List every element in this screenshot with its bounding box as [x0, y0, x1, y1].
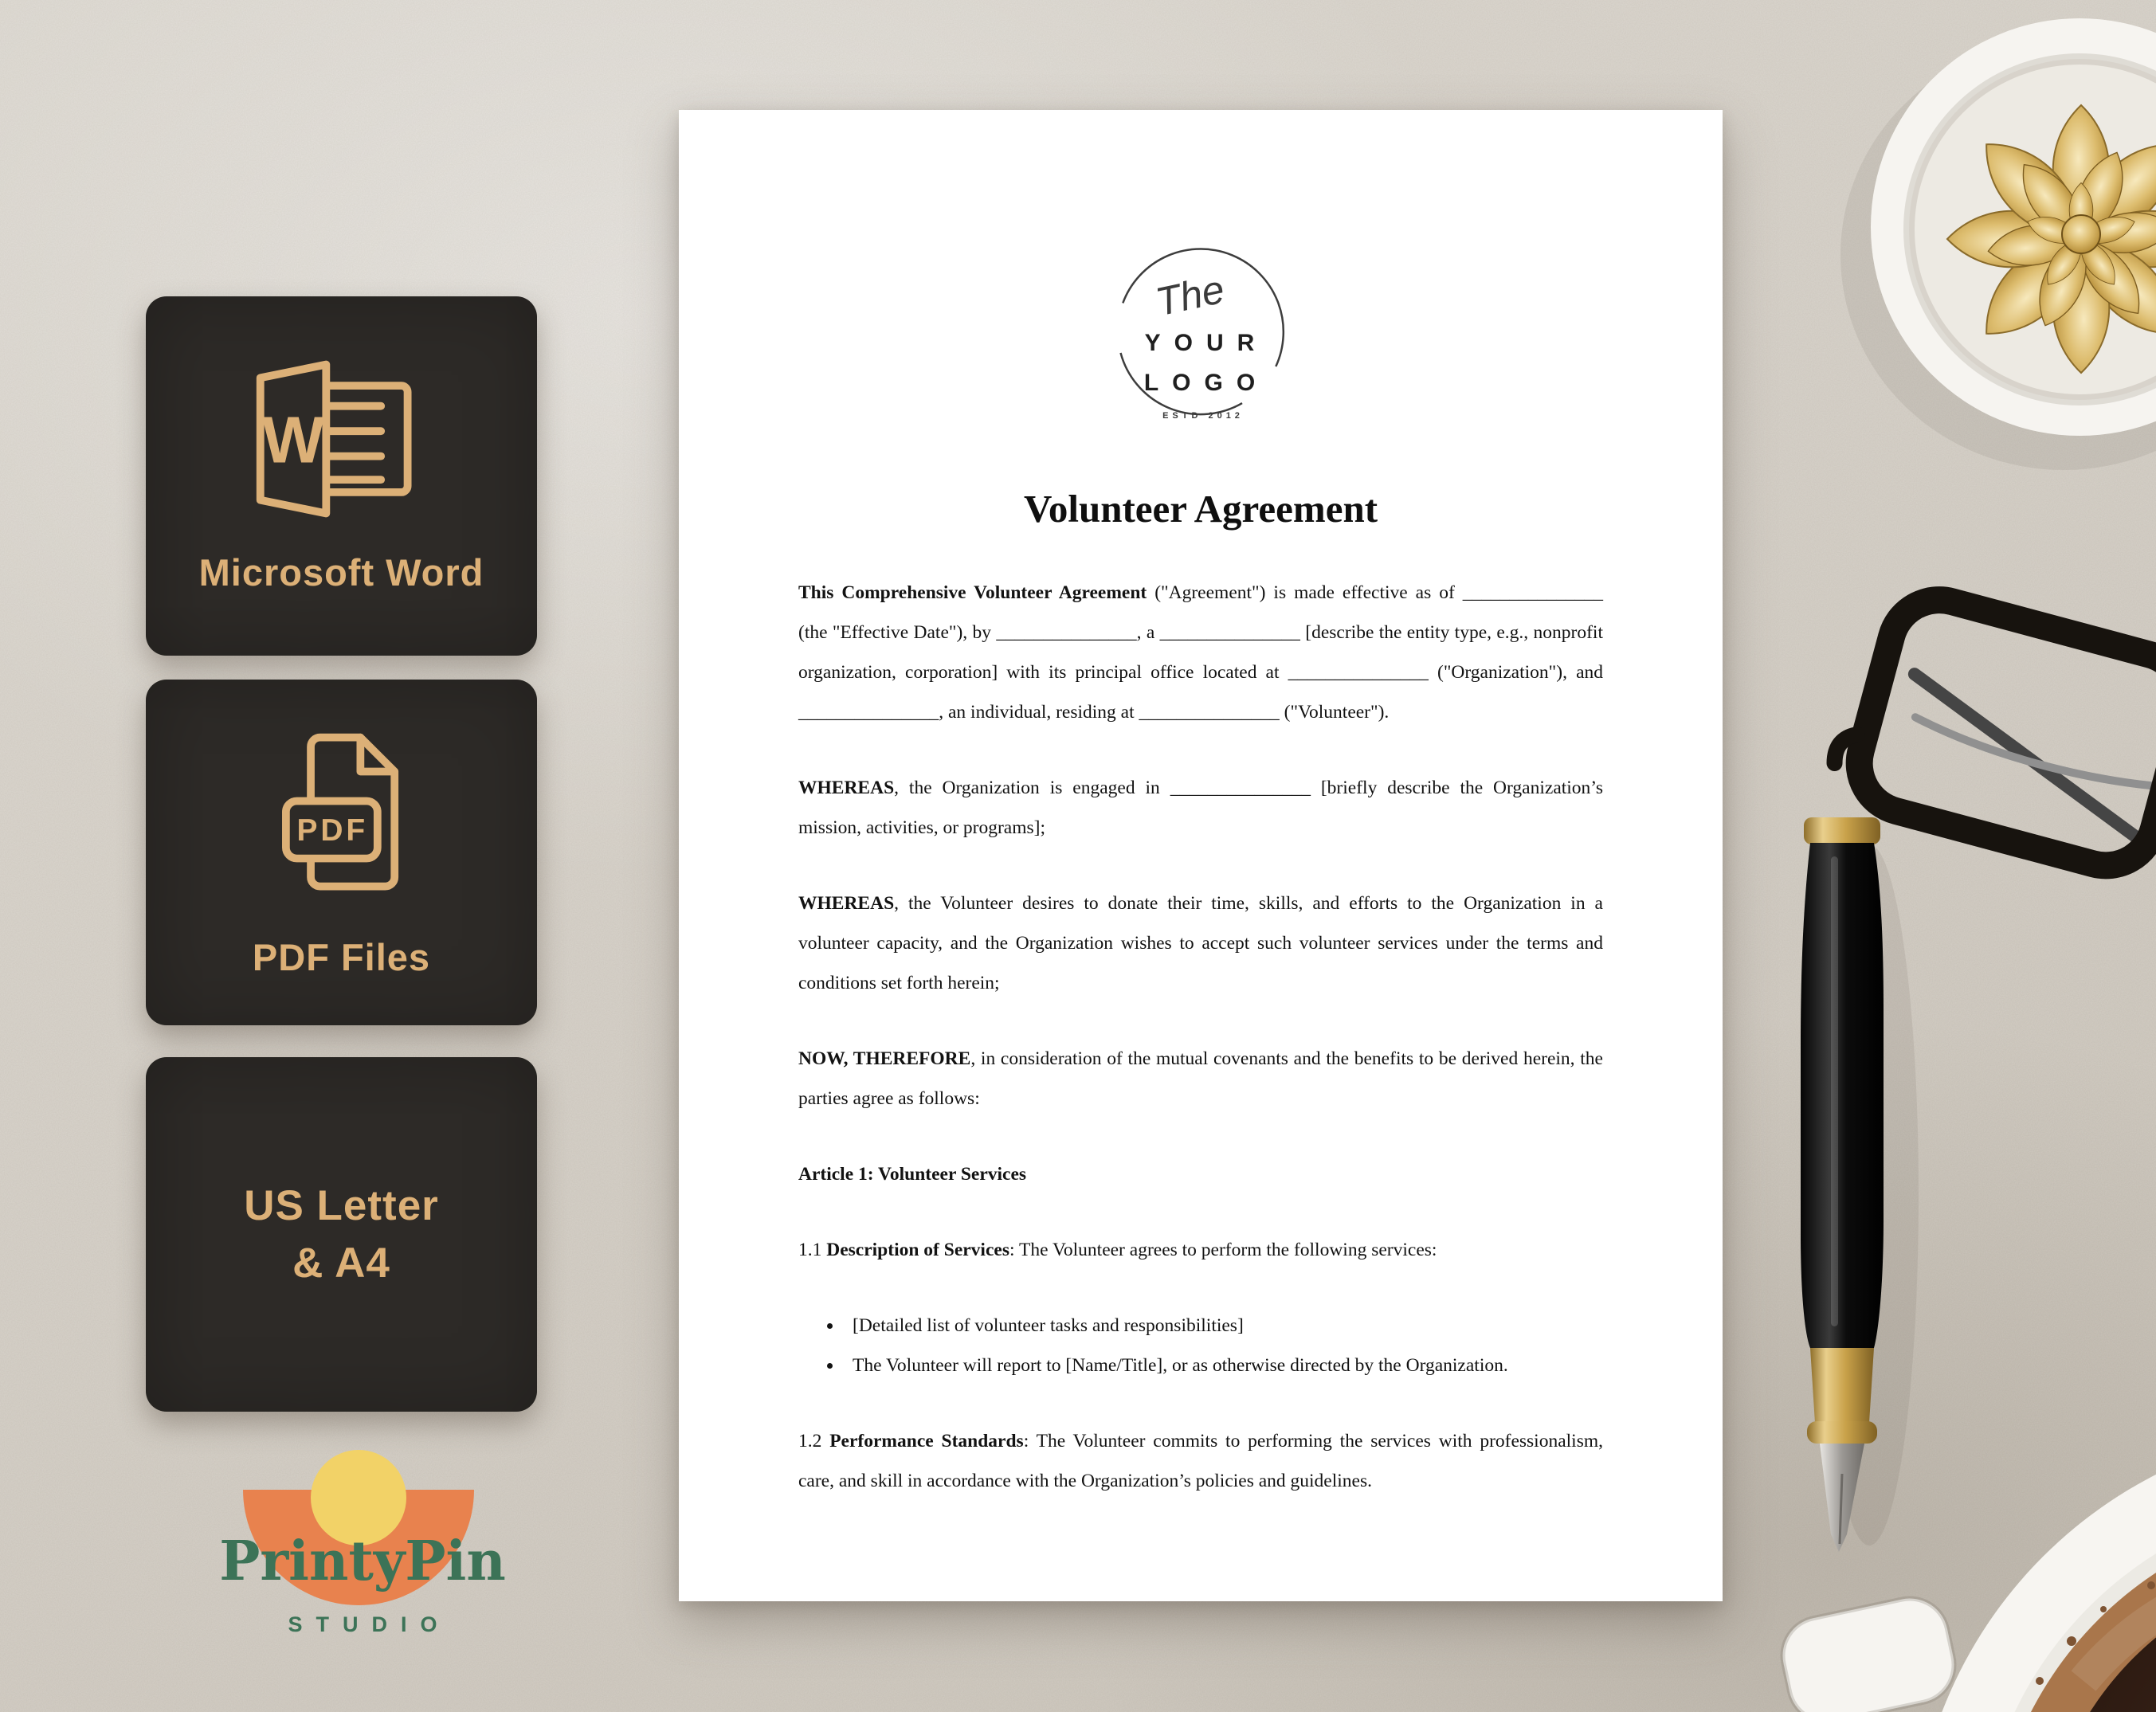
eyeglasses	[1823, 582, 2156, 978]
doc-bullet	[843, 1346, 1603, 1385]
doc-text-bold: NOW, THEREFORE	[798, 1048, 971, 1069]
doc-text: ("Agreement") is made effective as of _______________ (the "Effective Date"), by _______________, a _______________ [describe the entity type, e.g., nonprofit organization, corporation] with its principal office located at _______________ ("Organization"), and _______________, an individual, residing at _______________ ("Volunteer").	[798, 582, 1603, 723]
word-icon	[248, 358, 436, 520]
printypin-logo	[199, 1448, 526, 1671]
doc-text: , the Organization is engaged in _______________ [briefly describe the Organization’s mission, activities, or programs];	[798, 778, 1603, 838]
pdf-badge-label: PDF Files	[252, 935, 431, 978]
doc-text: : The Volunteer agrees to perform the following services:	[1009, 1240, 1437, 1260]
doc-text: 1.1	[798, 1240, 827, 1260]
fountain-pen	[1801, 817, 1919, 1552]
doc-paragraph	[798, 573, 1603, 732]
gold-flower-dish	[1840, 18, 2156, 470]
paper-size-line1: US Letter	[244, 1181, 439, 1229]
doc-paragraph	[798, 1039, 1603, 1118]
doc-bullet	[843, 1306, 1603, 1346]
printypin-name: PrintyPin	[219, 1530, 506, 1593]
doc-text-bold: WHEREAS	[798, 778, 895, 798]
doc-paragraph	[798, 1230, 1603, 1270]
doc-text: , the Volunteer desires to donate their time, skills, and efforts to the Organization in a volunteer capacity, and the Organization wishes to accept such volunteer services under the terms and conditions set forth herein;	[798, 893, 1603, 993]
gold-flower-icon	[1947, 105, 2156, 373]
paper-size-badge	[146, 1057, 537, 1412]
doc-text: : The Volunteer commits to performing the services with professionalism, care, and skill in accordance with the Organization’s policies and guidelines.	[798, 1431, 1604, 1491]
doc-paragraph	[798, 1421, 1603, 1501]
company-logo	[1069, 237, 1332, 437]
paper-size-label	[244, 1177, 439, 1292]
doc-text: The Volunteer will report to [Name/Title], or as otherwise directed by the Organization.	[853, 1355, 1508, 1376]
doc-text-bold: WHEREAS	[798, 893, 895, 914]
doc-text: [Detailed list of volunteer tasks and responsibilities]	[853, 1315, 1244, 1336]
doc-paragraph	[798, 768, 1603, 848]
logo-word1: YOUR	[1144, 330, 1268, 356]
agreement-paper	[679, 110, 1723, 1601]
doc-text-bold: Article 1: Volunteer Services	[798, 1164, 1027, 1185]
doc-text-bold: Description of Services	[826, 1240, 1009, 1260]
doc-text-bold: This Comprehensive Volunteer Agreement	[798, 582, 1147, 603]
word-badge-label: Microsoft Word	[198, 551, 484, 594]
logo-word2: LOGO	[1143, 370, 1269, 396]
word-icon-letter: W	[261, 402, 324, 477]
doc-body	[798, 573, 1603, 1501]
logo-script-word: The	[1151, 266, 1229, 325]
pdf-icon-text: PDF	[296, 813, 368, 848]
paper-size-line2: & A4	[292, 1239, 390, 1287]
doc-paragraph	[798, 883, 1603, 1003]
word-badge	[146, 296, 537, 656]
doc-text: , in consideration of the mutual covenants and the benefits to be derived herein, the parties agree as follows:	[798, 1048, 1603, 1109]
doc-text-bold: Performance Standards	[829, 1431, 1024, 1451]
pdf-icon	[262, 727, 421, 905]
pdf-badge	[146, 680, 537, 1025]
doc-title: Volunteer Agreement	[1023, 487, 1378, 531]
doc-heading	[798, 1154, 1603, 1194]
doc-text: 1.2	[798, 1431, 830, 1451]
coffee-cup	[1776, 1426, 2156, 1712]
doc-list	[821, 1306, 1603, 1385]
logo-estd: ESTD 2012	[1162, 411, 1244, 421]
printypin-subtitle: STUDIO	[288, 1612, 451, 1636]
